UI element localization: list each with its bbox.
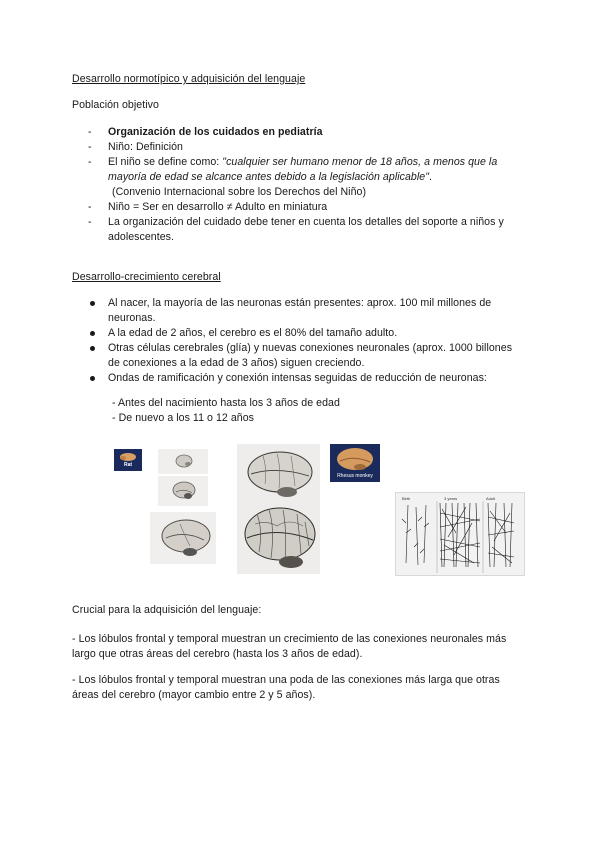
neuron-density-illustration: [396, 493, 524, 575]
neuron-label-3years: 3 years: [444, 496, 458, 501]
bullet-brain-size-2years: A la edad de 2 años, el cerebro es el 80% del tamaño adulto.: [108, 327, 398, 339]
rat-label: Rat: [123, 462, 133, 468]
bullet: [90, 331, 95, 336]
fetal-brain-illustration: [158, 449, 208, 474]
bullet-glia-connections: Otras células cerebrales (glía) y nuevas conexiones neuronales (aprox. 1000 billones: [108, 342, 513, 354]
fetal-brain-panel-2: [158, 476, 208, 506]
bullet: [90, 346, 95, 351]
rhesus-label: Rhesus monkey: [337, 473, 373, 479]
list-dash: -: [88, 126, 92, 138]
definition-after: .: [429, 171, 433, 183]
definition-quote-part1: "cualquier ser humano menor de 18 años, a menos que la: [222, 156, 498, 168]
paragraph-pruning-line1: - Los lóbulos frontal y temporal muestran una poda de las conexiones más larga que otras: [72, 674, 500, 686]
infant-brain-panel: [237, 444, 320, 504]
list-item-care-organization-cont: adolescentes.: [108, 231, 175, 243]
paragraph-growth-line1: - Los lóbulos frontal y temporal muestran un crecimiento de las conexiones neuronales más: [72, 633, 507, 645]
list-item-child-defined-as-cont: [108, 170, 432, 185]
neuron-density-figure: [395, 492, 525, 576]
neuron-label-birth: Birth: [402, 496, 411, 501]
section-title-normotypic: Desarrollo normotípico y adquisición del lenguaje: [72, 73, 306, 85]
bullet-neurons-at-birth-cont: neuronas.: [108, 312, 156, 324]
list-dash: -: [88, 156, 92, 168]
list-item-child-definition: Niño: Definición: [108, 141, 183, 153]
definition-prefix: El niño se define como:: [108, 156, 223, 168]
infant-brain-illustration: [237, 444, 320, 504]
fetal-brain-panel-3: [150, 512, 216, 564]
fetal-brain-illustration: [150, 512, 216, 564]
sub-item-before-birth: - Antes del nacimiento hasta los 3 años de edad: [112, 397, 340, 409]
bullet-neurons-at-birth: Al nacer, la mayoría de las neuronas están presentes: aprox. 100 mil millones de: [108, 297, 492, 309]
section-subtitle-target-population: Población objetivo: [72, 99, 159, 111]
section-title-brain-growth: Desarrollo-crecimiento cerebral: [72, 271, 221, 283]
section-title-language-acquisition: Crucial para la adquisición del lenguaje:: [72, 604, 262, 616]
list-item-child-developing: Niño = Ser en desarrollo ≠ Adulto en miniatura: [108, 201, 328, 213]
list-item-pediatric-care: Organización de los cuidados en pediatría: [108, 126, 323, 138]
list-item-care-organization: La organización del cuidado debe tener en cuenta los detalles del soporte a niños y: [108, 216, 504, 228]
list-item-child-defined-as: [108, 155, 497, 170]
fetal-brain-illustration: [158, 476, 208, 506]
rat-brain-image: [114, 449, 142, 471]
list-dash: -: [88, 216, 92, 228]
neuron-label-adult: Adult: [486, 496, 496, 501]
paragraph-growth-line2: largo que otras áreas del cerebro (hasta los 3 años de edad).: [72, 648, 363, 660]
bullet: [90, 376, 95, 381]
adult-brain-illustration: [237, 500, 320, 574]
adult-brain-panel: [237, 500, 320, 574]
list-dash: -: [88, 141, 92, 153]
sub-item-11-12-years: - De nuevo a los 11 o 12 años: [112, 412, 255, 424]
bullet-branching-waves: Ondas de ramificación y conexión intensas seguidas de reducción de neuronas:: [108, 372, 487, 384]
rhesus-brain-image: [330, 444, 380, 482]
list-dash: -: [88, 201, 92, 213]
bullet-glia-connections-cont: de conexiones a la edad de 3 años) siguen creciendo.: [108, 357, 365, 369]
bullet: [90, 301, 95, 306]
definition-quote-part2: mayoría de edad se alcance antes debido a la legislación aplicable": [108, 171, 430, 183]
paragraph-pruning-line2: áreas del cerebro (mayor cambio entre 2 y 5 años).: [72, 689, 316, 701]
fetal-brain-panel-1: [158, 449, 208, 474]
convention-note: (Convenio Internacional sobre los Derechos del Niño): [112, 186, 367, 198]
